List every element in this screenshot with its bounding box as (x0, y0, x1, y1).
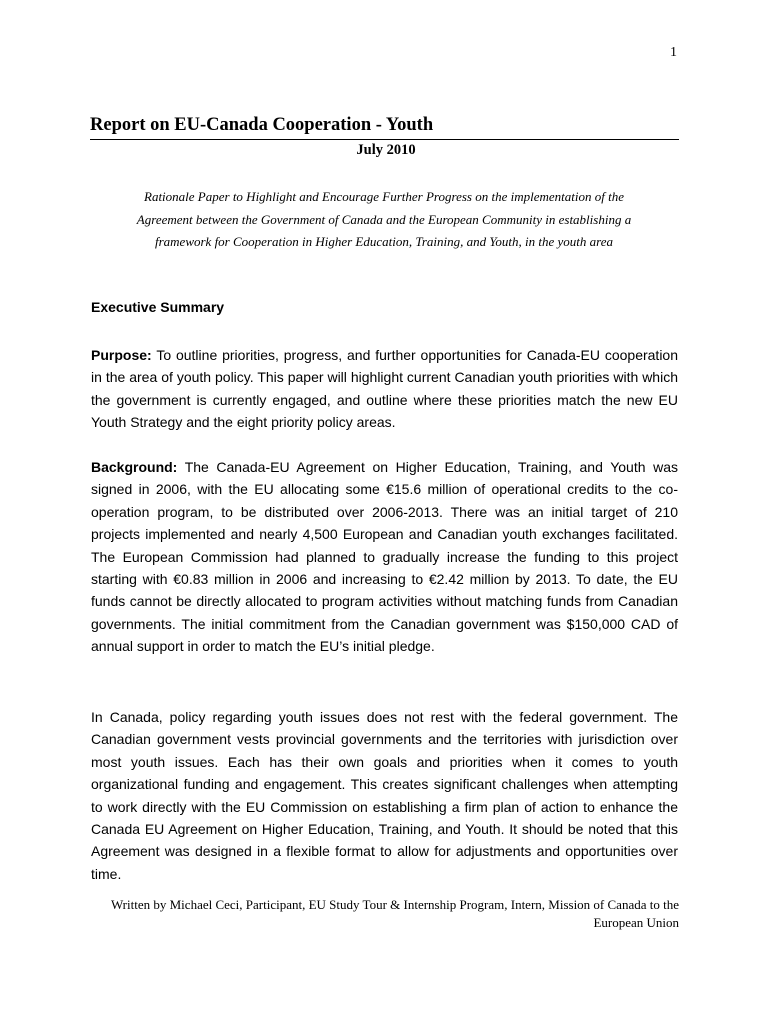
background-label: Background: (91, 459, 178, 475)
rationale-subtitle: Rationale Paper to Highlight and Encourage Further Progress on the implementation of the Agreement between the Government of Canada and the European Community in establishing a framework for Cooperation in Higher Education, Training, and Youth, in the youth area (136, 189, 632, 249)
canada-youth-policy-paragraph: In Canada, policy regarding youth issues does not rest with the federal government. The Canadian government vests provincial governments and the territories with jurisdiction over most youth issues. Each has their own goals and priorities when it comes to youth organizational funding and engagement. This creates significant challenges when attempting to work directly with the EU Commission on establishing a firm plan of action to enhance the Canada EU Agreement on Higher Education, Training, and Youth. It should be noted that this Agreement was designed in a flexible format to allow for adjustments and opportunities over time. (91, 709, 678, 882)
purpose-text: To outline priorities, progress, and further opportunities for Canada-EU cooperation in the area of youth policy. This paper will highlight current Canadian youth priorities with which the government is currently engaged, and outline where these priorities match the new EU Youth Strategy and the eight priority policy areas. (91, 347, 678, 431)
page-number: 1 (670, 45, 677, 60)
report-title: Report on EU-Canada Cooperation - Youth (90, 114, 679, 140)
purpose-paragraph (91, 344, 678, 434)
executive-summary-heading: Executive Summary (91, 299, 225, 315)
background-paragraph (91, 456, 678, 658)
report-date: July 2010 (356, 142, 416, 158)
purpose-label: Purpose: (91, 347, 152, 363)
background-text: The Canada-EU Agreement on Higher Education, Training, and Youth was signed in 2006, with the EU allocating some €15.6 million of operational credits to the co-operation program, to be distributed over 2006-2013. There was an initial target of 210 projects implemented and nearly 4,500 European and Canadian youth exchanges facilitated. The European Commission had planned to gradually increase the funding to this project starting with €0.83 million in 2006 and increasing to €2.42 million by 2013. To date, the EU funds cannot be directly allocated to program activities without matching funds from Canadian governments. The initial commitment from the Canadian government was $150,000 CAD of annual support in order to match the EU’s initial pledge. (91, 459, 678, 655)
author-note: Written by Michael Ceci, Participant, EU Study Tour & Internship Program, Intern, Mission of Canada to the European Union (110, 897, 679, 930)
